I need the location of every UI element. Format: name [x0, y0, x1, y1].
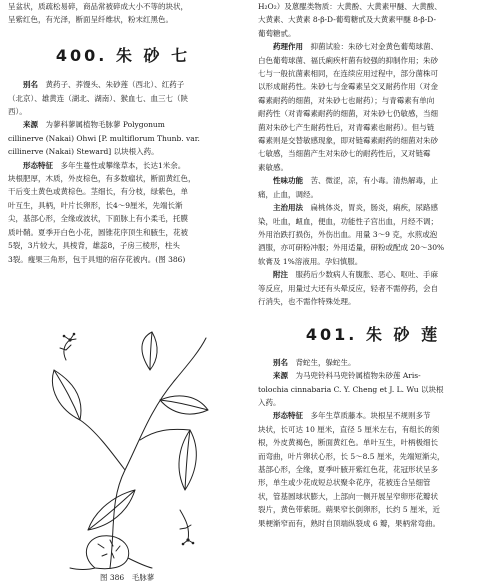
pharm-line: 素敏感。	[258, 162, 288, 172]
pharm-line: 七与一般抗菌素相同，在连续应用过程中，部分菌株可	[258, 69, 438, 79]
morph-line: 块状，长可达 10 厘米，直径 5 厘米左右，有组长的须	[258, 424, 440, 434]
source-line: cillinerve (Nakai) Ohwi [P. multiflorum Thunb. var.	[8, 133, 200, 143]
chem-line: H₂O₂）及蒽醌类物质：大黄酚、大黄素甲醚、大黄酸、	[258, 2, 442, 11]
note-line: 等反应，用量过大还有头晕反应，轻者不需停药，会自	[258, 283, 438, 293]
note-text: 服药后少数病人有腹胀、恶心、呕吐、手麻	[295, 270, 438, 280]
indication-line: 软膏及 1%溶液用。孕妇慎服。	[258, 256, 363, 266]
indication-line: 酒服，亦可研粉冲服；外用适量，研粉或配成 20～30%	[258, 243, 445, 253]
pharm-text: 抑菌试验：朱砂七对金黄色葡萄球菌、	[310, 42, 438, 52]
source-text: 为马兜铃科马兜铃属植物朱砂莲 Aris-	[295, 371, 421, 381]
morph-line: 根，外皮黄褐色，断面黄红色。单叶互生，叶柄极细长	[258, 438, 438, 448]
intro-line: 呈盆状，质疏松易碎，商品常被碎成大小不等的块状，	[8, 2, 188, 11]
morph-line: 质叶鞘。夏季开白色小花，圆锥花序顶生和腋生，花被	[8, 227, 188, 237]
indication-label: 主治用法	[273, 203, 303, 213]
morph-line: 裂片，黄色带紫斑。蒴果窄长倒卵形，长约 5 厘米，近	[258, 505, 441, 515]
morph-line: 状，管基圆球状膨大，上部向一侧开展呈窄卵形花瓣状	[258, 491, 438, 501]
source-line: cillinerve (Nakai) Steward] 以块根入药。	[8, 147, 159, 157]
morph-line: 尖，基部心形，全缘或波状，下面脉上有小柔毛，托膜	[8, 214, 188, 224]
taste-line: 痛，止血，调经。	[258, 189, 318, 199]
alias-line: （北京）、雄黄连（湖北、湖南）、猴血七、血三七（陕	[8, 93, 188, 103]
pharm-line: 霉素耐药的细菌，对朱砂七也耐药）；与青霉素有单向	[258, 95, 435, 105]
chem-line: 大黄素、大黄素 8-β-D-葡萄糖甙及大黄素甲醚 8-β-D-	[258, 15, 436, 25]
morph-paragraph	[8, 159, 238, 172]
morph-paragraph	[258, 409, 488, 422]
source-line: 入药。	[258, 397, 281, 407]
morph-line: 干后变土黄色或黄棕色。茎细长，有分枝，绿紫色，单	[8, 187, 188, 197]
taste-text: 苦、微涩，凉，有小毒。清热解毒，止	[310, 176, 438, 186]
section-heading-400: 400. 朱 砂 七	[55, 45, 191, 65]
intro-line: 呈紫红色，有光泽，断面呈纤维状，粉末红黑色。	[8, 15, 173, 25]
alias-label: 别名	[273, 357, 288, 367]
pharm-label: 药理作用	[273, 42, 303, 52]
right-column	[258, 0, 488, 530]
pharm-line: 七敏感，当细菌产生对朱砂七的耐药性后，又对链霉	[258, 149, 431, 159]
pharm-line: 白色葡萄球菌、福氏痢疾杆菌有较强的抑制作用；朱砂	[258, 55, 438, 65]
pharm-line: 霉素则是交替敏感现象，即对链霉素耐药的细菌对朱砂	[258, 136, 438, 146]
morph-line: 果梗渐窄而有，熟时自顶端纵裂成 6 瓣，果柄常弯曲。	[258, 518, 441, 528]
source-paragraph	[258, 369, 488, 382]
source-label: 来源	[273, 371, 288, 381]
pharm-line: 耐药性（对青霉素耐药的细菌，对朱砂七仍敏感，当细	[258, 109, 438, 119]
morph-line: 形，单生或少花成短总状聚伞花序，花被连合呈细管	[258, 478, 431, 488]
section-heading-401: 401. 朱 砂 莲	[305, 325, 441, 345]
morph-text: 多年生草质藤本。块根呈不规则多节	[310, 411, 431, 421]
alias-label: 别名	[23, 80, 38, 90]
morph-line: 块根肥厚，木质，外皮棕色，有多数瘤状，断面黄红色，	[8, 174, 196, 184]
pharm-line: 菌对朱砂七产生耐药性后，对青霉素也耐药）。但与链	[258, 122, 435, 132]
indication-text: 扁桃体炎，胃炎，肠炎，痢疾，尿路感	[310, 203, 438, 213]
morph-text: 多年生蔓性或攀缘草本，长达1米余。	[60, 160, 186, 170]
morph-label: 形态特征	[23, 160, 53, 170]
note-paragraph	[258, 268, 488, 281]
morph-line: 叶互生，具柄，叶片长卵形，长4～9厘米，先端长渐	[8, 200, 183, 210]
alias-paragraph	[8, 78, 238, 91]
plant-illustration	[40, 330, 210, 570]
morph-line: 3裂。瘦果三角形，包于具翅的宿存花被内。(图 386)	[8, 254, 186, 264]
morph-line: 5裂，3片较大，具棱背，雄蕊8，子房三棱形，柱头	[8, 241, 180, 251]
source-label: 来源	[23, 120, 38, 130]
taste-paragraph	[258, 174, 488, 187]
alias-paragraph	[258, 356, 488, 369]
pharm-line: 以形成耐药性。朱砂七与金霉素呈交叉耐药作用（对金	[258, 82, 438, 92]
note-line: 行消失，也不需作特殊处理。	[258, 296, 356, 306]
morph-label: 形态特征	[273, 411, 303, 421]
figure-caption: 图 386 毛脉蓼	[100, 573, 155, 582]
indication-line: 染，吐血，衄血，便血，功能性子宫出血，月经不调；	[258, 216, 438, 226]
pharm-paragraph	[258, 40, 488, 53]
morph-line: 而弯曲，叶片卵状心形，长 5～8.5 厘米，先端短渐尖，	[258, 451, 445, 461]
alias-line: 西）。	[8, 107, 27, 117]
indication-paragraph	[258, 201, 488, 214]
source-line: tolochia cinnabaria C. Y. Cheng et J. L. Wu 以块根	[258, 384, 444, 394]
chem-line: 葡萄糖甙。	[258, 28, 296, 38]
source-paragraph	[8, 118, 238, 131]
taste-label: 性味功能	[273, 176, 303, 186]
alias-text: 黄药子、荞馒头、朱砂莲（西北）、红药子	[45, 80, 185, 90]
indication-line: 外用治跌打损伤，外伤出血。用量 3～9 克，水煎或泡	[258, 229, 438, 239]
alias-text: 背蛇生，躲蛇生。	[295, 357, 356, 367]
left-column	[8, 0, 238, 266]
source-text: 为蓼科蓼属植物毛脉蓼 Polygonum	[45, 120, 165, 130]
morph-line: 基部心形，全缘，夏季叶腋开紫红色花，花冠形状呈多	[258, 465, 438, 474]
note-label: 附注	[273, 270, 288, 280]
